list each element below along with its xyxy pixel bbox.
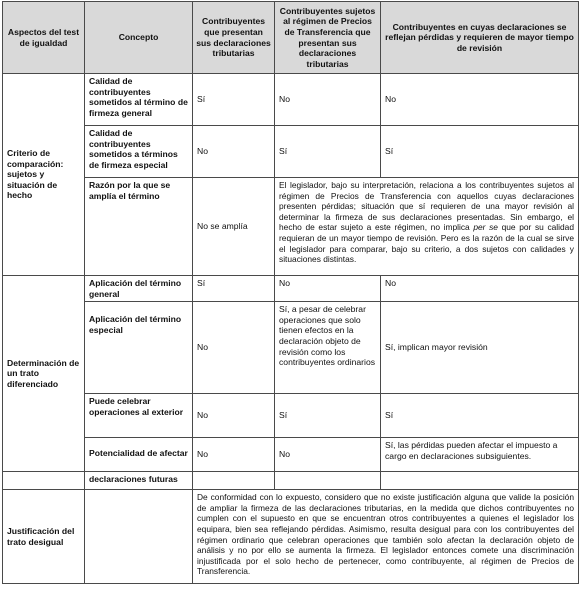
- concept-potencialidad: Potencialidad de afectar: [85, 438, 193, 472]
- header-row: [3, 2, 579, 74]
- razon-text-a: El legislador, bajo su interpretación, relaciona a los contribuyentes sujetos al régimen de Precios de Transferencia con aquellos cuyas declaraciones presenten pérdidas; situación que sí requieren de una mayor revisión al determinar la firmeza de sus declaraciones presentadas. Sin embargo, el hecho de estar sujeto a este régimen, no implica: [279, 180, 574, 233]
- concept-futuras: declaraciones futuras: [85, 472, 193, 490]
- cell-general-c3: No: [381, 74, 579, 126]
- table-row: [3, 490, 579, 584]
- cell-exterior-c3: Sí: [381, 394, 579, 438]
- cell-aplic-general-c1: Sí: [193, 276, 275, 302]
- header-col3: Contribuyentes en cuyas declaraciones se reflejan pérdidas y requieren de mayor tiempo de revisión: [381, 2, 579, 74]
- concept-especial: Calidad de contribuyentes sometidos a términos de firmeza especial: [85, 126, 193, 178]
- cell-especial-c2: Sí: [275, 126, 381, 178]
- concept-exterior: Puede celebrar operaciones al exterior: [85, 394, 193, 438]
- cell-futuras-aspect: [3, 472, 85, 490]
- equality-test-table: [2, 1, 579, 584]
- header-col1: Contribuyentes que presentan sus declaraciones tributarias: [193, 2, 275, 74]
- section-justificacion: Justificación del trato desigual: [3, 490, 85, 584]
- cell-aplic-especial-c3: Sí, implican mayor revisión: [381, 302, 579, 394]
- table-row: [3, 178, 579, 276]
- table-row: [3, 472, 579, 490]
- razon-text-em: per se: [473, 222, 498, 233]
- razon-text-b: que por su calidad requieran de un mayor tiempo de revisión. Pero es la razón de la cual se sirve el legislador para comparar, bajo su criterio, a dos sujetos con calidades y situaciones distintas.: [279, 222, 574, 265]
- header-aspect: Aspectos del test de igualdad: [3, 2, 85, 74]
- cell-potencialidad-c3: Sí, las pérdidas pueden afectar el impuesto a cargo en declaraciones subsiguientes.: [381, 438, 579, 472]
- table-row: [3, 394, 579, 438]
- cell-futuras-c3: [381, 472, 579, 490]
- cell-general-c2: No: [275, 74, 381, 126]
- cell-razon-c1: No se amplía: [193, 178, 275, 276]
- cell-aplic-especial-c2: Sí, a pesar de celebrar operaciones que solo tienen efectos en la declaración objeto de revisión como los contribuyentes ordinarios: [275, 302, 381, 394]
- cell-especial-c3: Sí: [381, 126, 579, 178]
- cell-potencialidad-c1: No: [193, 438, 275, 472]
- cell-futuras-c2: [275, 472, 381, 490]
- table-row: [3, 276, 579, 302]
- cell-razon-explanation: [275, 178, 579, 276]
- cell-exterior-c1: No: [193, 394, 275, 438]
- concept-aplic-general: Aplicación del término general: [85, 276, 193, 302]
- table-row: [3, 126, 579, 178]
- cell-aplic-general-c2: No: [275, 276, 381, 302]
- cell-justificacion-concept: [85, 490, 193, 584]
- section-criterio: Criterio de comparación: sujetos y situación de hecho: [3, 74, 85, 276]
- cell-general-c1: Sí: [193, 74, 275, 126]
- cell-exterior-c2: Sí: [275, 394, 381, 438]
- header-col2: Contribuyentes sujetos al régimen de Precios de Transferencia que presentan sus declaraciones tributarias: [275, 2, 381, 74]
- table-row: [3, 438, 579, 472]
- table-row: [3, 74, 579, 126]
- cell-aplic-general-c3: No: [381, 276, 579, 302]
- concept-aplic-especial: Aplicación del término especial: [85, 302, 193, 394]
- cell-futuras-c1: [193, 472, 275, 490]
- header-concept: Concepto: [85, 2, 193, 74]
- cell-especial-c1: No: [193, 126, 275, 178]
- concept-razon: Razón por la que se amplía el término: [85, 178, 193, 276]
- cell-justificacion-text: De conformidad con lo expuesto, considero que no existe justificación alguna que valide la posición de ampliar la firmeza de las declaraciones tributarias, en la medida que dichos contribuyentes no cumplen con el supuesto en que se encuentran otros contribuyentes a quienes el legislador los equipara, bien sea reflejando pérdidas. Asimismo, resulta desigual para con los contribuyentes del régimen ordinario que celebran operaciones que también solo afectan la declaración objeto de análisis y no por ello se aumenta la firmeza. El legislador entonces comete una discriminación injustificada por el solo hecho de pertenecer, como contribuyente, al régimen de Precios de Transferencia.: [193, 490, 579, 584]
- table-row: [3, 302, 579, 394]
- concept-general: Calidad de contribuyentes sometidos al término de firmeza general: [85, 74, 193, 126]
- cell-aplic-especial-c1: No: [193, 302, 275, 394]
- section-determinacion: Determinación de un trato diferenciado: [3, 276, 85, 472]
- cell-potencialidad-c2: No: [275, 438, 381, 472]
